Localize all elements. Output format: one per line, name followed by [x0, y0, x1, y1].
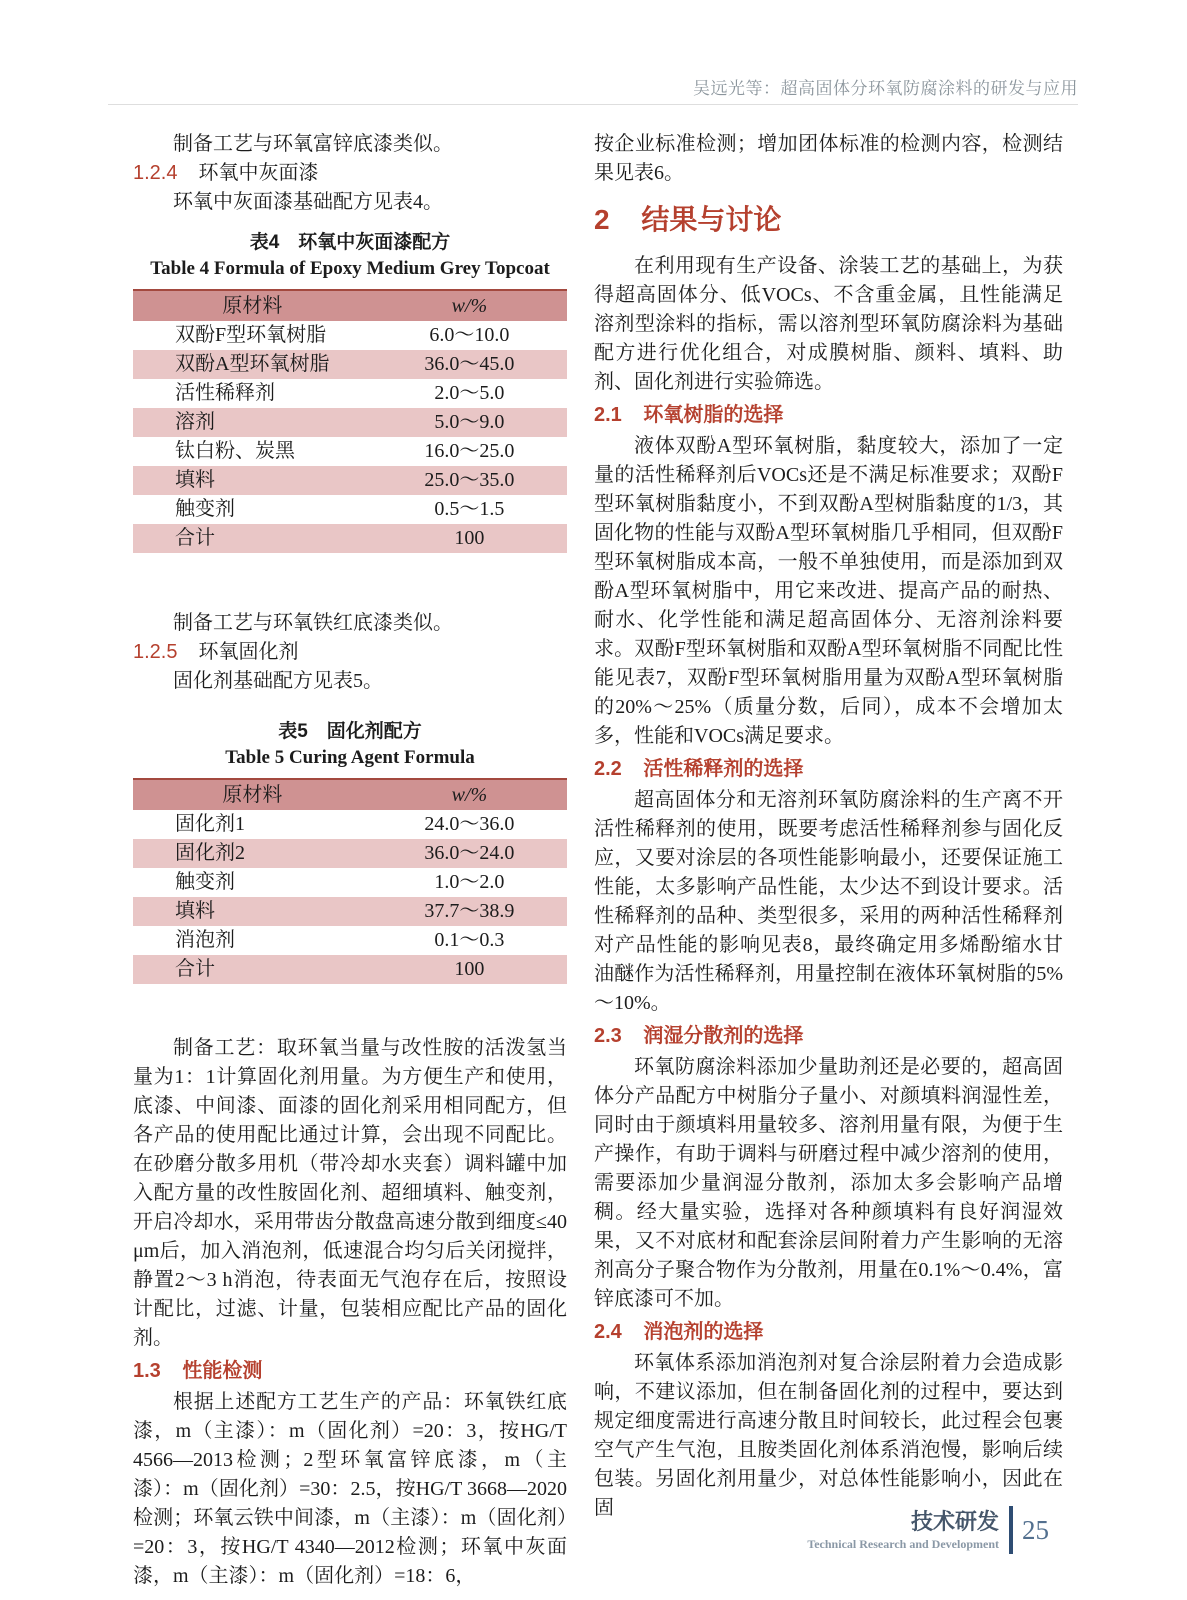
- table-5-curing-agent-formula: [133, 778, 567, 984]
- left-column: [133, 130, 567, 1591]
- value-cell: 37.7～38.9: [424, 900, 515, 922]
- section-heading-2-1: [594, 401, 1063, 430]
- table5-caption-zh: 表5 固化剂配方: [278, 721, 422, 742]
- spacer: [133, 984, 567, 1034]
- section-title: 消泡剂的选择: [643, 1321, 764, 1343]
- table-header-row: [133, 779, 567, 810]
- paragraph: 固化剂基础配方见表5。: [173, 670, 383, 692]
- table-row: [133, 495, 567, 524]
- value-cell: 24.0～36.0: [424, 813, 515, 835]
- section-title: 性能检测: [182, 1360, 263, 1382]
- material-cell: 固化剂2: [175, 842, 245, 864]
- page-footer: [807, 1506, 1049, 1554]
- section-title: 环氧固化剂: [198, 641, 299, 663]
- table-header-row: [133, 290, 567, 321]
- paragraph: 制备工艺与环氧铁红底漆类似。: [173, 612, 453, 634]
- section-number: 1.2.4: [133, 162, 178, 184]
- table-row: [133, 839, 567, 868]
- value-cell: 5.0～9.0: [434, 411, 505, 433]
- table5-caption: [133, 720, 567, 770]
- table-row: [133, 868, 567, 897]
- section-heading-2-3: [594, 1022, 1063, 1051]
- value-cell: 6.0～10.0: [429, 324, 510, 346]
- paragraph-wetting-dispersant-selection: 环氧防腐涂料添加少量助剂还是必要的，超高固体分产品配方中树脂分子量小、对颜填料润湿性差，同时由于颜填料用量较多、溶剂用量有限，为便于生产操作，有助于调料与研磨过程中减少溶剂的使用，需要添加少量润湿分散剂，添加太多会影响产品增稠。经大量实验，选择对各种颜填料有良好润湿效果，又不对底材和配套涂层间附着力产生影响的无溶剂高分子聚合物作为分散剂，用量在0.1%～0.4%，富锌底漆可不加。: [594, 1056, 1063, 1310]
- paragraph: 制备工艺与环氧富锌底漆类似。: [173, 133, 453, 155]
- footer-section-label-zh: 技术研发: [910, 1509, 999, 1534]
- table-row: [133, 955, 567, 984]
- material-cell: 填料: [175, 900, 215, 922]
- material-cell: 活性稀释剂: [175, 382, 275, 404]
- running-title: 吴远光等：超高固体分环氧防腐涂料的研发与应用: [693, 79, 1078, 98]
- column-header-material: 原材料: [133, 290, 372, 321]
- material-cell: 双酚F型环氧树脂: [175, 324, 327, 346]
- section-heading-2: [594, 202, 1063, 238]
- section-title: 活性稀释剂的选择: [643, 758, 804, 780]
- material-cell: 触变剂: [175, 498, 235, 520]
- table-row: [133, 810, 567, 839]
- footer-section-label-en: Technical Research and Development: [807, 1537, 999, 1551]
- footer-section-labels: [807, 1509, 999, 1551]
- material-cell: 填料: [175, 469, 215, 491]
- header-rule: [108, 104, 1078, 105]
- section-number: 2.1: [594, 404, 622, 426]
- section-number: 1.3: [133, 1360, 161, 1382]
- table-row: [133, 926, 567, 955]
- material-cell: 合计: [175, 527, 215, 549]
- material-cell: 固化剂1: [175, 813, 245, 835]
- table-row: [133, 408, 567, 437]
- table-row: [133, 437, 567, 466]
- table4-caption: [133, 231, 567, 281]
- footer-divider: [1009, 1506, 1013, 1554]
- paragraph-preparation-process: 制备工艺：取环氧当量与改性胺的活泼氢当量为1：1计算固化剂用量。为方便生产和使用，底漆、中间漆、面漆的固化剂采用相同配方，但各产品的使用配比通过计算，会出现不同配比。在砂磨分散多用机（带冷却水夹套）调料罐中加入配方量的改性胺固化剂、超细填料、触变剂，开启冷却水，采用带齿分散盘高速分散到细度≤40 μm后，加入消泡剂，低速混合均匀后关闭搅拌，静置2～3 h消泡，待表面无气泡存在后，按照设计配比，过滤、计量，包装相应配比产品的固化剂。: [133, 1037, 567, 1349]
- section-number: 2.4: [594, 1321, 622, 1343]
- section-heading-2-4: [594, 1318, 1063, 1347]
- section-heading-1-2-5: [133, 638, 567, 667]
- paragraph-reactive-diluent-selection: 超高固体分和无溶剂环氧防腐涂料的生产离不开活性稀释剂的使用，既要考虑活性稀释剂参与固化反应，又要对涂层的各项性能影响最小，还要保证施工性能，太多影响产品性能，太少达不到设计要求。活性稀释剂的品种、类型很多，采用的两种活性稀释剂对产品性能的影响见表8，最终确定用多烯酚缩水甘油醚作为活性稀释剂，用量控制在液体环氧树脂的5%～10%。: [594, 789, 1063, 1014]
- paragraph-epoxy-resin-selection: 液体双酚A型环氧树脂，黏度较大，添加了一定量的活性稀释剂后VOCs还是不满足标准要求；双酚F型环氧树脂黏度小，不到双酚A型树脂黏度的1/3，其固化物的性能与双酚A型环氧树脂几乎相同，但双酚F型环氧树脂成本高，一般不单独使用，而是添加到双酚A型环氧树脂中，用它来改进、提高产品的耐热、耐水、化学性能和满足超高固体分、无溶剂涂料要求。双酚F型环氧树脂和双酚A型环氧树脂不同配比性能见表7，双酚F型环氧树脂用量为双酚A型环氧树脂的20%～25%（质量分数，后同），成本不会增加太多，性能和VOCs满足要求。: [594, 435, 1063, 747]
- material-cell: 双酚A型环氧树脂: [175, 353, 330, 375]
- value-cell: 16.0～25.0: [424, 440, 515, 462]
- section-heading-2-2: [594, 755, 1063, 784]
- value-cell: 1.0～2.0: [434, 871, 505, 893]
- spacer: [133, 553, 567, 609]
- table4-caption-zh: 表4 环氧中灰面漆配方: [249, 232, 451, 253]
- value-cell: 100: [454, 958, 485, 980]
- column-header-material: 原材料: [133, 779, 372, 810]
- page-number: 25: [1022, 1514, 1049, 1545]
- value-cell: 0.1～0.3: [434, 929, 505, 951]
- table-row: [133, 379, 567, 408]
- table-row: [133, 897, 567, 926]
- material-cell: 钛白粉、炭黑: [175, 440, 295, 462]
- material-cell: 消泡剂: [175, 929, 235, 951]
- paragraph: 环氧中灰面漆基础配方见表4。: [173, 191, 443, 213]
- table-row: [133, 321, 567, 350]
- section-number: 2.3: [594, 1025, 622, 1047]
- section-title: 环氧中灰面漆: [198, 162, 319, 184]
- table4-caption-en: Table 4 Formula of Epoxy Medium Grey Topcoat: [150, 258, 550, 279]
- section-title: 环氧树脂的选择: [643, 404, 784, 426]
- table-row: [133, 350, 567, 379]
- section-title: 结果与讨论: [641, 204, 782, 235]
- value-cell: 0.5～1.5: [434, 498, 505, 520]
- value-cell: 2.0～5.0: [434, 382, 505, 404]
- table-row: [133, 466, 567, 495]
- column-header-weight-percent: w/%: [372, 779, 567, 810]
- table-row: [133, 524, 567, 553]
- section-title: 润湿分散剂的选择: [643, 1025, 804, 1047]
- right-column: [594, 130, 1063, 1523]
- paragraph: 在利用现有生产设备、涂装工艺的基础上，为获得超高固体分、低VOCs、不含重金属，且性能满足溶剂型涂料的指标，需以溶剂型环氧防腐涂料为基础配方进行优化组合，对成膜树脂、颜料、填料、助剂、固化剂进行实验筛选。: [594, 255, 1063, 393]
- paragraph-performance-testing: 根据上述配方工艺生产的产品：环氧铁红底漆，m（主漆）：m（固化剂）=20：3，按HG/T 4566—2013检测；2型环氧富锌底漆，m（主漆）：m（固化剂）=30：2.5，按HG/T 3668—2020检测；环氧云铁中间漆，m（主漆）：m（固化剂）=20：3，按HG/T 4340—2012检测；环氧中灰面漆，m（主漆）：m（固化剂）=18：6，: [133, 1391, 567, 1587]
- material-cell: 合计: [175, 958, 215, 980]
- material-cell: 溶剂: [175, 411, 215, 433]
- material-cell: 触变剂: [175, 871, 235, 893]
- value-cell: 36.0～24.0: [424, 842, 515, 864]
- section-heading-1-3: [133, 1357, 567, 1386]
- value-cell: 36.0～45.0: [424, 353, 515, 375]
- paragraph-defoamer-selection: 环氧体系添加消泡剂对复合涂层附着力会造成影响，不建议添加，但在制备固化剂的过程中，要达到规定细度需进行高速分散且时间较长，此过程会包裹空气产生气泡，且胺类固化剂体系消泡慢，影响后续包装。另固化剂用量少，对总体性能影响小，因此在固: [594, 1352, 1063, 1519]
- value-cell: 100: [454, 527, 485, 549]
- table5-caption-en: Table 5 Curing Agent Formula: [225, 747, 475, 768]
- section-number: 2.2: [594, 758, 622, 780]
- section-number: 1.2.5: [133, 641, 178, 663]
- table-4-formula-epoxy-medium-grey-topcoat: [133, 289, 567, 553]
- section-number: 2: [594, 204, 610, 235]
- value-cell: 25.0～35.0: [424, 469, 515, 491]
- section-heading-1-2-4: [133, 159, 567, 188]
- column-header-weight-percent: w/%: [372, 290, 567, 321]
- paragraph: 按企业标准检测；增加团体标准的检测内容，检测结果见表6。: [594, 133, 1063, 184]
